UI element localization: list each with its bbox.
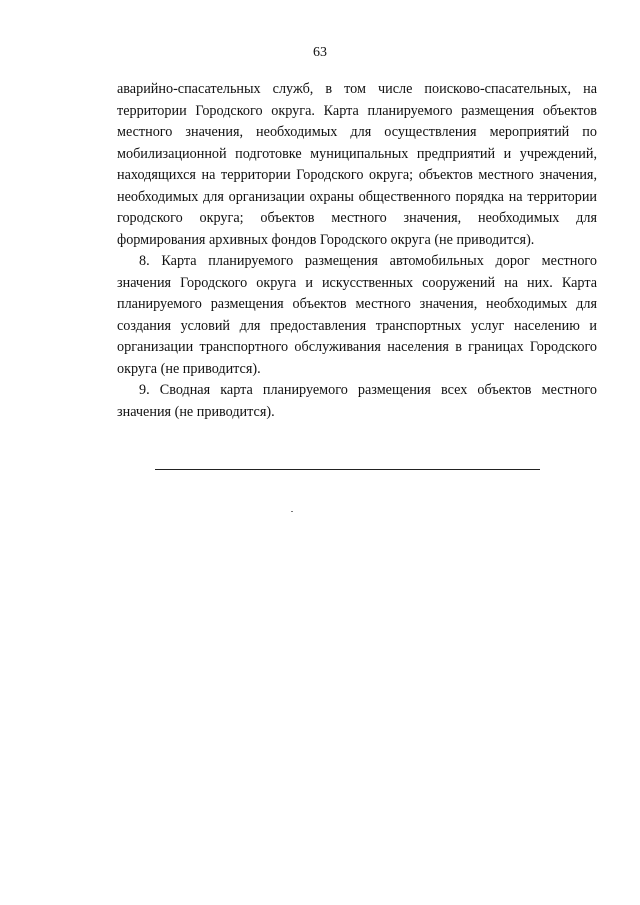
paragraph-item-8: 8. Карта планируемого размещения автомобильных дорог местного значения Городского округа и искусственных сооружений на них. Карта планируемого размещения объектов местного значения, необходимых для создания условий для предоставления транспортных услуг населению и организации транспортного обслуживания населения в границах Городского округа (не приводится). [117, 253, 597, 377]
paragraph-item-9: 9. Сводная карта планируемого размещения всех объектов местного значения (не приводится). [117, 382, 597, 420]
end-of-section-rule [155, 469, 540, 470]
scan-artifact [291, 511, 293, 512]
page-number: 63 [313, 45, 327, 60]
document-body [117, 79, 597, 423]
paragraph-continuation: аварийно-спасательных служб, в том числе поисково-спасательных, на территории Городского округа. Карта планируемого размещения объектов местного значения, необходимых для осуществления мероприятий по мобилизационной подготовке муниципальных предприятий и учреждений, находящихся на территории Городского округа; объектов местного значения, необходимых для организации охраны общественного порядка на территории городского округа; объектов местного значения, необходимых для формирования архивных фондов Городского округа (не приводится). [117, 81, 597, 248]
